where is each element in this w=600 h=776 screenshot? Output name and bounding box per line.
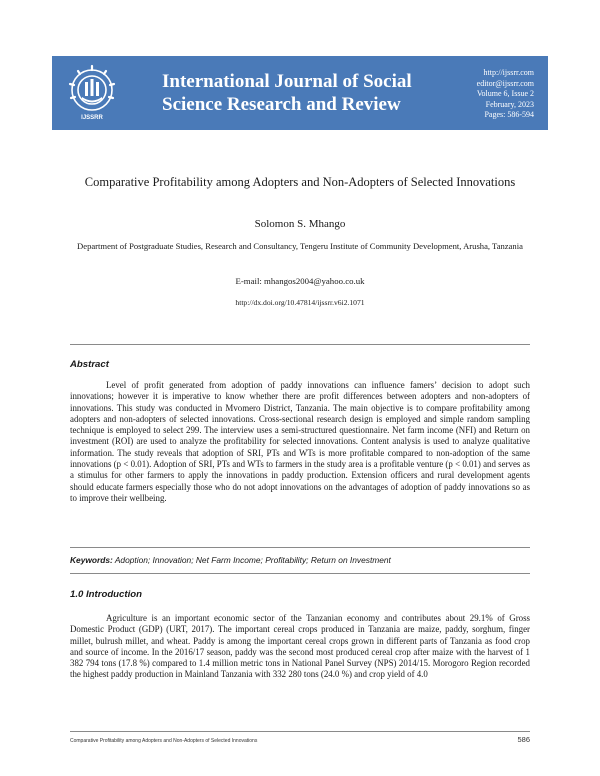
keywords-text: Adoption; Innovation; Net Farm Income; Profitability; Return on Investment: [114, 555, 391, 565]
journal-logo-icon: [62, 62, 122, 122]
abstract-heading: Abstract: [70, 359, 109, 370]
author-email[interactable]: E-mail: mhangos2004@yahoo.co.uk: [235, 276, 365, 286]
journal-website-link[interactable]: http://ijssrr.com: [483, 68, 534, 77]
journal-date: February, 2023: [485, 99, 534, 109]
author-name: Solomon S. Mhango: [254, 218, 346, 230]
paper-title: Comparative Profitability among Adopters and Non-Adopters of Selected Innovations: [84, 175, 516, 189]
keywords-line: [70, 555, 530, 565]
page-number: 586: [517, 735, 530, 744]
journal-title: [162, 70, 452, 116]
author-affiliation: Department of Postgraduate Studies, Research and Consultancy, Tengeru Institute of Community Development, Arusha, Tanzania: [77, 241, 523, 251]
footer-divider: [70, 731, 530, 732]
divider-top: [70, 344, 530, 345]
keywords-label: Keywords:: [70, 555, 113, 565]
divider-abstract: [70, 547, 530, 548]
journal-pages: Pages: 586-594: [484, 110, 534, 119]
journal-email-link[interactable]: editor@ijssrr.com: [476, 78, 534, 88]
journal-title-line2: Science Research and Review: [162, 94, 401, 115]
journal-banner: [52, 56, 548, 130]
doi-link[interactable]: http://dx.doi.org/10.47814/ijssrr.v6i2.1071: [235, 298, 365, 307]
introduction-heading: 1.0 Introduction: [70, 589, 142, 600]
journal-meta: [477, 68, 534, 121]
introduction-text: Agriculture is an important economic sector of the Tanzanian economy and contributes about 29.1% of Gross Domestic Product (GDP) (URT, 2017). The important cereal crops produced in Tanzania are maize, paddy, sorghum, finger millet, bulrush millet, and wheat. Paddy is among the important cereal crops grown in different parts of Tanzania as food crop and source of income. In the 2016/17 season, paddy was the second most produced cereal crop after maize with the harvest of 1 382 794 tons (17.8 %) compared to 1.4 million metric tons in National Panel Survey (NPS) 2014/15. Morogoro Region recorded the highest paddy production in Mainland Tanzania with 332 280 tons (24.0 %) and crop yield of 4.0: [70, 613, 530, 680]
journal-title-line1: International Journal of Social: [162, 71, 412, 92]
logo-text: IJSSRR: [81, 115, 103, 121]
journal-volume: Volume 6, Issue 2: [476, 89, 534, 98]
abstract-text: Level of profit generated from adoption of paddy innovations can influence famers’ decision to adopt such innovations; however it is imperative to know whether there are profit differences between adopters and non-adopters of innovations. This study was conducted in Mvomero District, Tanzania. The main objective is to compare profitability among adopters and non-adopters of selected innovations. Cross-sectional research design is employed and simple random sampling technique is employed to select 299. The interview uses a semi-structured questionnaire. Net farm income (NFI) and Return on investment (ROI) are used to analyze the profitability for selected innovations. Content analysis is used to analyze qualitative information. The study reveals that adoption of SRI, PTs and WTs is more profitable compared to non-adoption of the same innovations (p < 0.01). Adoption of SRI, PTs and WTs to farmers in the study area is a profitable venture (p < 0.01) and serves as a stimulus for other farmers to apply the innovations in paddy production. Extension officers and rural development agents should educate farmers especially those who do not adopt innovations on the advantages of adoption of paddy innovations so as to improve their wellbeing.: [70, 380, 530, 503]
footer-running-title: Comparative Profitability among Adopters and Non-Adopters of Selected Innovations: [70, 738, 258, 744]
divider-keywords: [70, 573, 530, 574]
